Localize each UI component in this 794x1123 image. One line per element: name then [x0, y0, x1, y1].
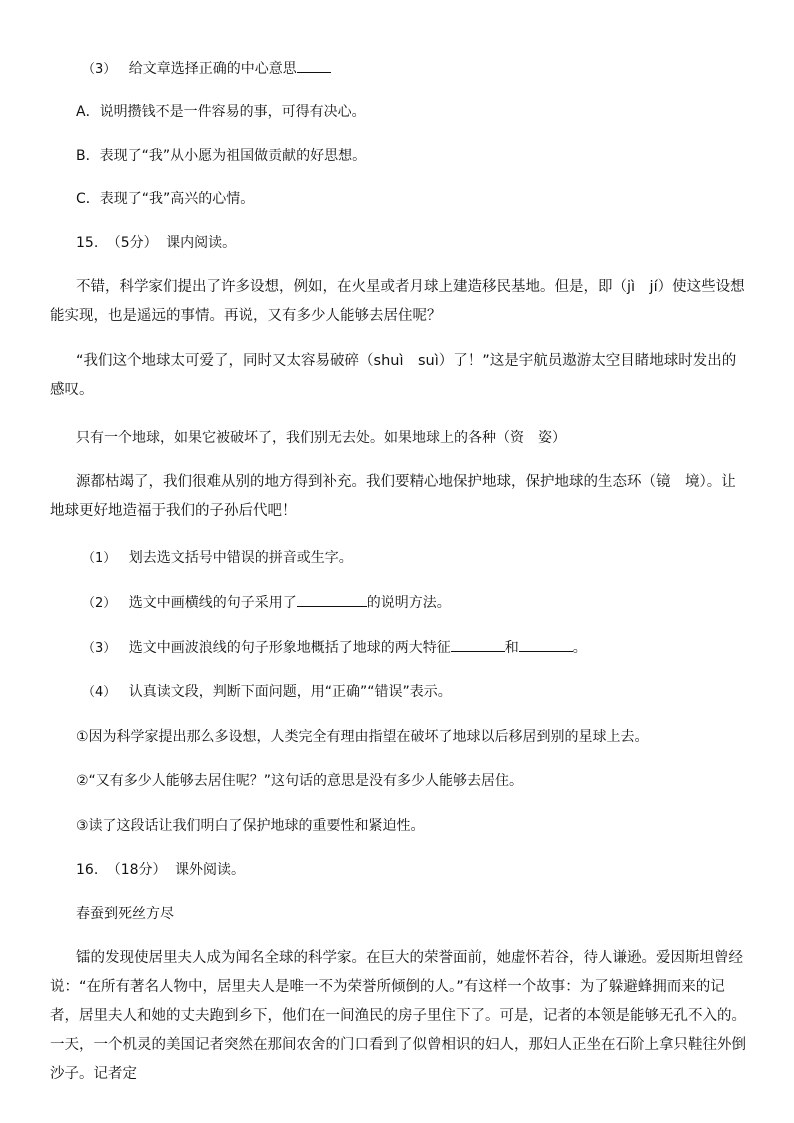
q15-sub4-label: （4）: [82, 685, 117, 700]
q15-para3: 只有一个地球，如果它被破坏了，我们别无去处。如果地球上的各种（资 姿）: [76, 430, 566, 446]
q15-sub2-label: （2）: [82, 596, 117, 611]
option-a: A．说明攒钱不是一件容易的事，可得有决心。: [76, 104, 366, 120]
judge-item-1: ①因为科学家提出那么多设想，人类完全有理由指望在破坏了地球以后移居到别的星球上去。: [76, 729, 649, 745]
q16-para1: 镭的发现使居里夫人成为闻名全球的科学家。在巨大的荣誉面前，她虚怀若谷，待人谦逊。爱因斯坦曾经说：“在所有著名人物中，居里夫人是唯一不为荣誉所倾倒的人。”有这样一个故事：为了躲避蜂拥而来的记者，居里夫人和她的丈夫跑到乡下，他们在一间渔民的房子里住下了。可是，记者的本领是能够无孔不入的。一天，一个机灵的美国记者突然在那间农舍的门口看到了似曾相识的妇人，那妇人正坐在石阶上拿只鞋往外倒沙子。记者定: [50, 950, 746, 1082]
answer-blank: [451, 637, 505, 652]
q15-number: 15.: [76, 235, 99, 251]
judge-item-3: ③读了这段话让我们明白了保护地球的重要性和紧迫性。: [76, 818, 425, 834]
q15-sub4-text: 认真读文段，判断下面问题，用“正确”“错误”表示。: [128, 684, 452, 700]
q16-title: 课外阅读。: [175, 862, 245, 878]
q15-header: [76, 233, 236, 253]
option-c: C．表现了“我”高兴的心情。: [76, 191, 255, 207]
q16-header: [76, 860, 245, 880]
q15-sub2: [82, 592, 451, 614]
q14-3-line: [82, 58, 331, 80]
q15-score: （5分）: [106, 235, 158, 251]
q15-para4: 源都枯竭了，我们很难从别的地方得到补充。我们要精心地保护地球，保护地球的生态环（镜 境）。让地球更好地造福于我们的子孙后代吧！: [50, 474, 736, 519]
q15-sub1-label: （1）: [82, 551, 117, 566]
q14-3-label: （3）: [82, 62, 117, 77]
q15-sub3: [82, 637, 587, 659]
q15-sub4: [82, 682, 452, 703]
q15-sub3-text-a: 选文中画波浪线的句子形象地概括了地球的两大特征: [128, 640, 451, 656]
answer-blank: [519, 637, 573, 652]
answer-blank: [297, 592, 367, 607]
q16-score: （18分）: [106, 862, 167, 878]
q15-sub1-text: 划去选文括号中错误的拼音或生字。: [128, 550, 353, 566]
q14-3-text: 给文章选择正确的中心意思: [128, 61, 297, 77]
option-b: B．表现了“我”从小愿为祖国做贡献的好思想。: [76, 148, 367, 164]
passage-title: 春蚕到死丝方尽: [76, 906, 174, 922]
q15-para2: “我们这个地球太可爱了，同时又太容易破碎（shuì suì）了！”这是宇航员遨游太空目睹地球时发出的感叹。: [50, 353, 737, 398]
q15-title: 课内阅读。: [166, 235, 237, 251]
q15-sub2-text-a: 选文中画横线的句子采用了: [128, 595, 297, 611]
q15-sub3-text-mid: 和: [504, 640, 519, 656]
answer-blank: [297, 58, 331, 73]
q16-number: 16.: [76, 862, 99, 878]
q15-sub1: [82, 548, 353, 569]
q15-para1: 不错，科学家们提出了许多设想，例如，在火星或者月球上建造移民基地。但是，即（jì jí）使这些设想能实现，也是遥远的事情。再说，又有多少人能够去居住呢？: [50, 279, 745, 324]
judge-item-2: ②“又有多少人能够去居住呢？”这句话的意思是没有多少人能够去居住。: [76, 773, 524, 789]
q15-sub3-label: （3）: [82, 641, 117, 656]
q15-sub3-text-end: 。: [572, 640, 587, 656]
q15-sub2-text-b: 的说明方法。: [366, 595, 451, 611]
